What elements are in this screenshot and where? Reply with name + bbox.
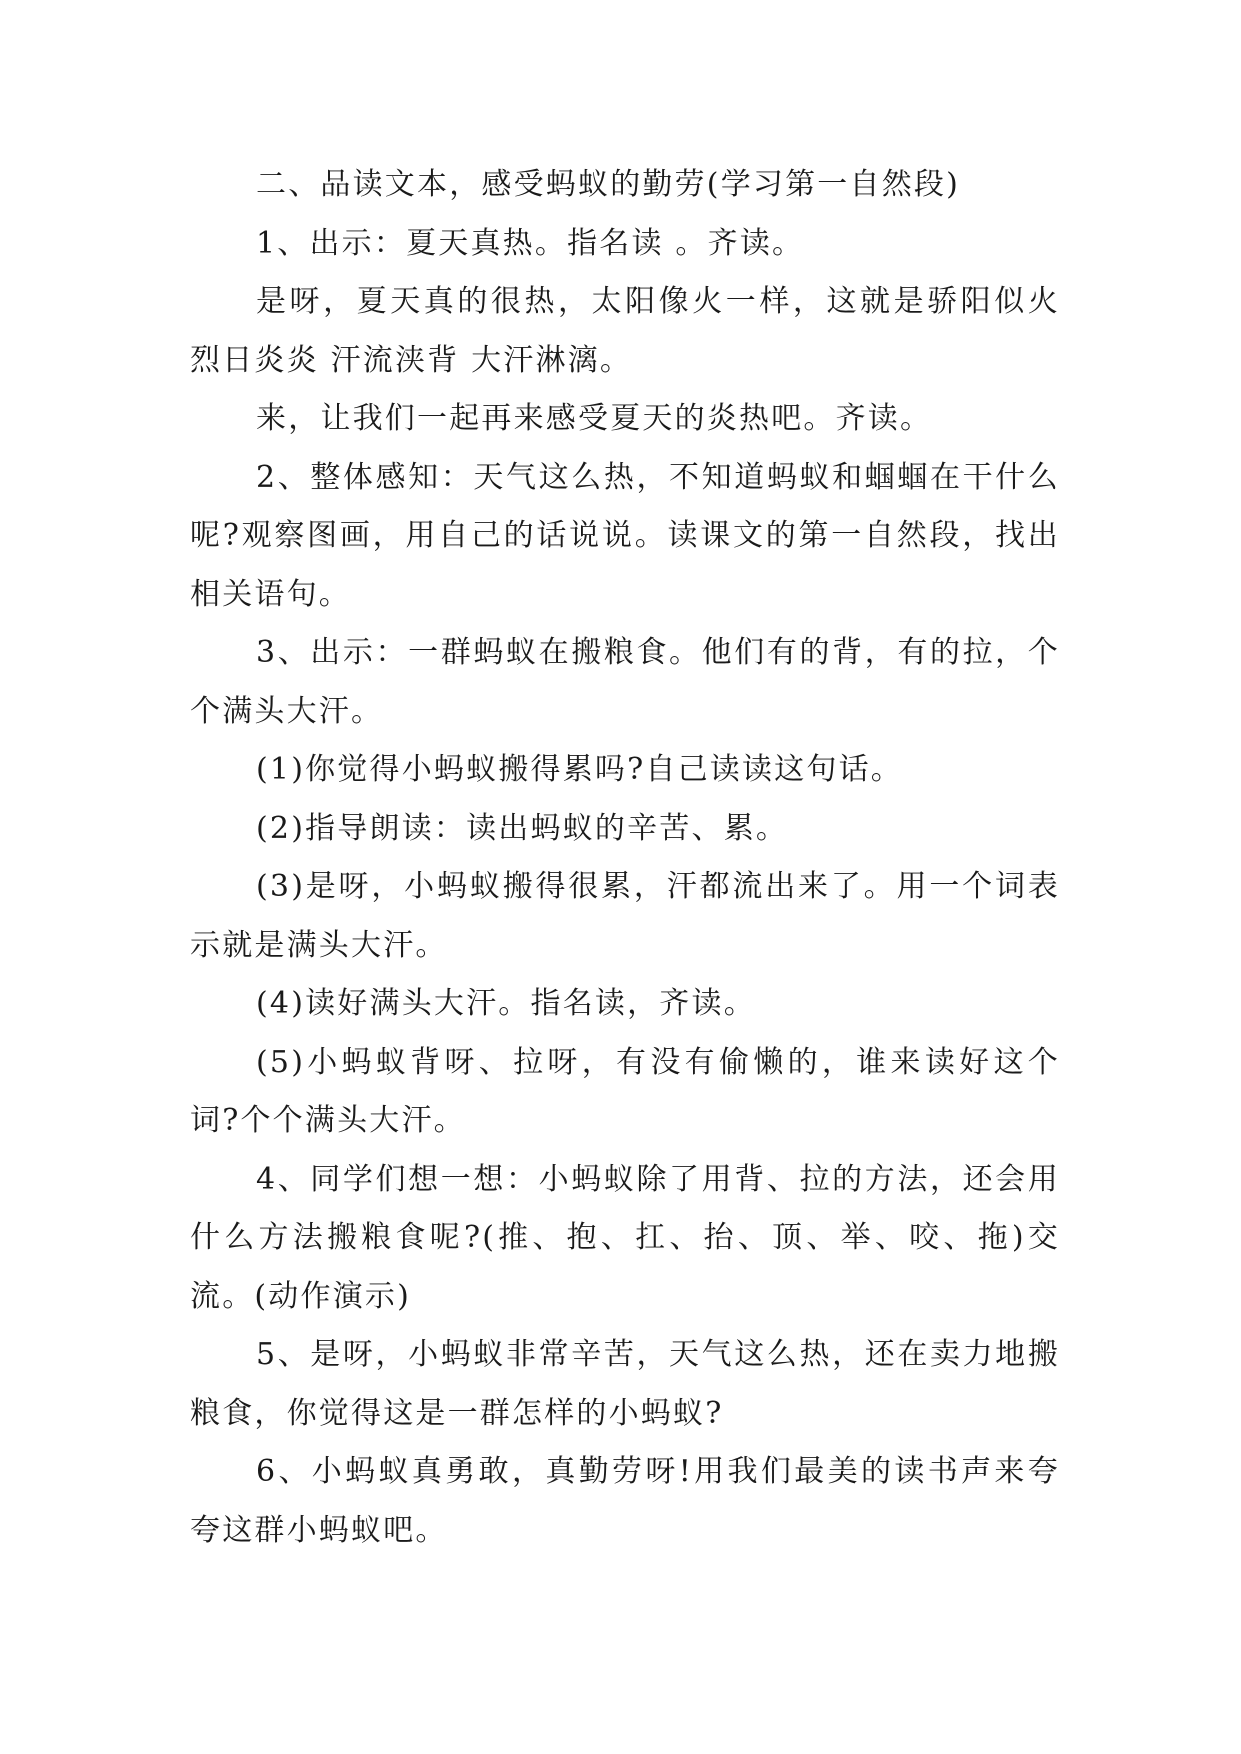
paragraph-sub-3: (3)是呀，小蚂蚁搬得很累，汗都流出来了。用一个词表示就是满头大汗。 [190,869,1060,963]
paragraph-hot-summer: 是呀，夏天真的很热，太阳像火一样，这就是骄阳似火 烈日炎炎 汗流浃背 大汗淋漓。 [190,284,1060,378]
paragraph-step-3: 3、出示：一群蚂蚁在搬粮食。他们有的背，有的拉，个个满头大汗。 [190,635,1060,729]
paragraph-sub-1: (1)你觉得小蚂蚁搬得累吗?自己读读这句话。 [256,752,903,787]
paragraph-step-2: 2、整体感知：天气这么热，不知道蚂蚁和蝈蝈在干什么呢?观察图画，用自己的话说说。读课文的第一自然段，找出相关语句。 [190,459,1060,612]
document-page [190,156,1060,1560]
paragraph-read-together: 来，让我们一起再来感受夏天的炎热吧。齐读。 [256,401,933,436]
paragraph-step-1: 1、出示：夏天真热。指名读 。齐读。 [256,225,805,261]
paragraph-sub-4: (4)读好满头大汗。指名读，齐读。 [256,986,756,1021]
paragraph-sub-5: (5)小蚂蚁背呀、拉呀，有没有偷懒的，谁来读好这个词?个个满头大汗。 [190,1044,1060,1138]
paragraph-sub-2: (2)指导朗读：读出蚂蚁的辛苦、累。 [256,810,789,846]
section-heading: 二、品读文本，感受蚂蚁的勤劳(学习第一自然段) [256,167,961,202]
paragraph-step-6: 6、小蚂蚁真勇敢，真勤劳呀!用我们最美的读书声来夸夸这群小蚂蚁吧。 [190,1454,1060,1548]
paragraph-step-4: 4、同学们想一想：小蚂蚁除了用背、拉的方法，还会用什么方法搬粮食呢?(推、抱、扛、抬、顶、举、咬、拖)交流。(动作演示) [190,1161,1060,1314]
paragraph-step-5: 5、是呀，小蚂蚁非常辛苦，天气这么热，还在卖力地搬粮食，你觉得这是一群怎样的小蚂蚁? [190,1337,1060,1431]
